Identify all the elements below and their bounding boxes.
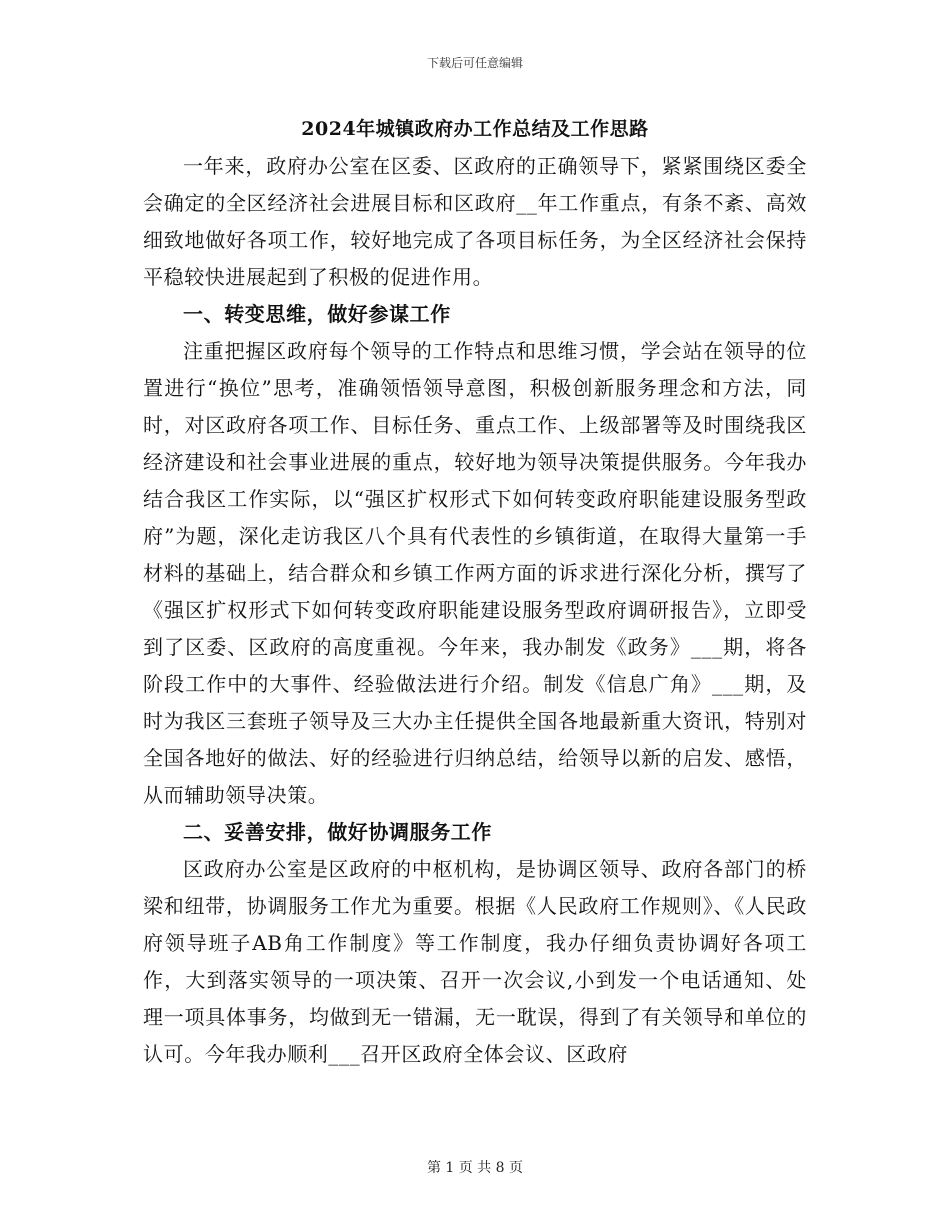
document-title: 2024年城镇政府办工作总结及工作思路	[301, 118, 649, 140]
intro-paragraph: 一年来，政府办公室在区委、区政府的正确领导下，紧紧围绕区委全会确定的全区经济社会进展目标和区政府__年工作重点，有条不紊、高效细致地做好各项工作，较好地完成了各项目标任务，为全区经济社会保持平稳较快进展起到了积极的促进作用。	[143, 154, 807, 289]
page-header-note: 下载后可任意编辑	[426, 56, 523, 70]
section-heading-2: 二、妥善安排，做好协调服务工作	[183, 820, 492, 844]
section-heading-1: 一、转变思维，做好参谋工作	[183, 302, 451, 326]
section-1-paragraph: 注重把握区政府每个领导的工作特点和思维习惯，学会站在领导的位置进行“换位”思考，准确领悟领导意图，积极创新服务理念和方法，同时，对区政府各项工作、目标任务、重点工作、上级部署等及时围绕我区经济建设和社会事业进展的重点，较好地为领导决策提供服务。今年我办结合我区工作实际，以“强区扩权形式下如何转变政府职能建设服务型政府”为题，深化走访我区八个具有代表性的乡镇街道，在取得大量第一手材料的基础上，结合群众和乡镇工作两方面的诉求进行深化分析，撰写了《强区扩权形式下如何转变政府职能建设服务型政府调研报告》，立即受到了区委、区政府的高度重视。今年来，我办制发《政务》___期，将各阶段工作中的大事件、经验做法进行介绍。制发《信息广角》___期，及时为我区三套班子领导及三大办主任提供全国各地最新重大资讯，特别对全国各地好的做法、好的经验进行归纳总结，给领导以新的启发、感悟，从而辅助领导决策。	[143, 339, 807, 807]
page-number: 第 1 页 共 8 页	[426, 1160, 524, 1176]
document-body	[143, 148, 807, 1073]
section-2-paragraph: 区政府办公室是区政府的中枢机构，是协调区领导、政府各部门的桥梁和纽带，协调服务工作尤为重要。根据《人民政府工作规则》、《人民政府领导班子AB角工作制度》等工作制度，我办仔细负责协调好各项工作，大到落实领导的一项决策、召开一次会议,小到发一个电话通知、处理一项具体事务，均做到无一错漏，无一耽误，得到了有关领导和单位的认可。今年我办顺利___召开区政府全体会议、区政府	[143, 857, 807, 1066]
